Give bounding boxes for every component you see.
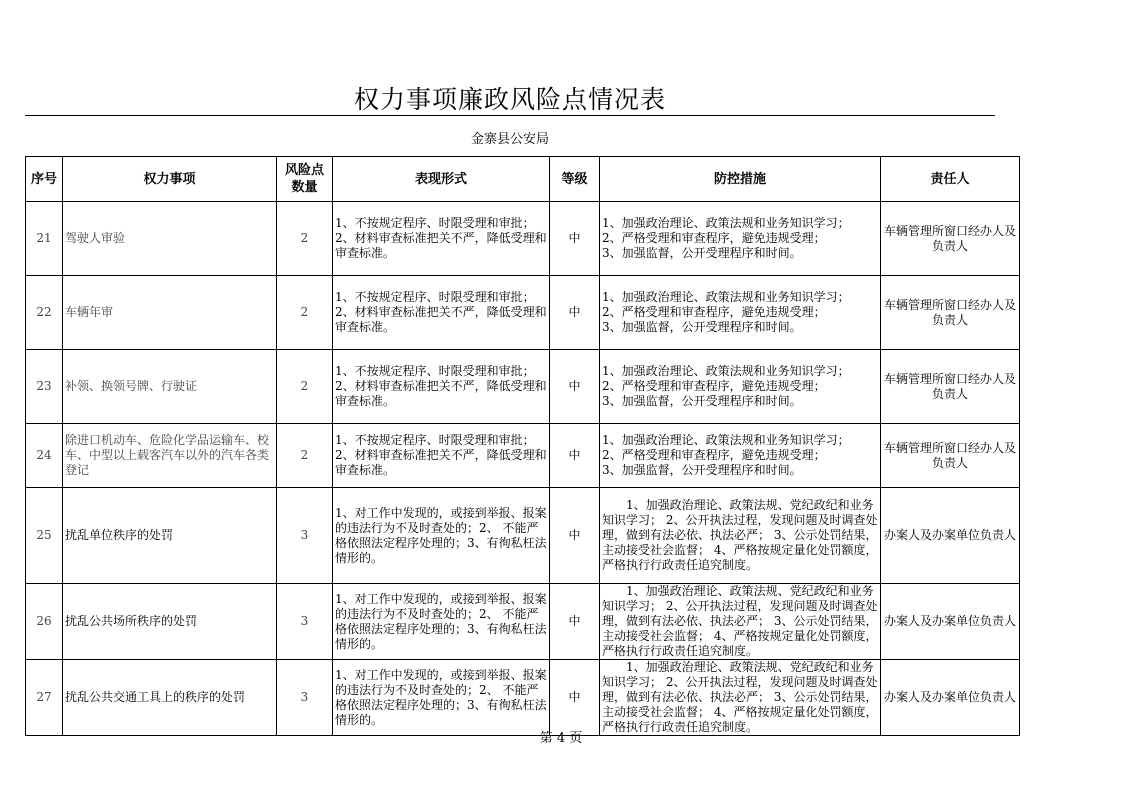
cell-form: 1、对工作中发现的，或接到举报、报案的违法行为不及时查处的；2、 不能严格依照法定程序处理的；3、有徇私枉法情形的。 (333, 660, 550, 736)
cell-form: 1、不按规定程序、时限受理和审批；2、材料审查标准把关不严，降低受理和审查标准。 (333, 202, 550, 276)
cell-no: 27 (26, 660, 63, 736)
cell-count: 2 (277, 424, 333, 488)
header-no: 序号 (26, 157, 63, 202)
cell-level: 中 (550, 488, 600, 584)
table-row (26, 584, 1020, 660)
header-count: 风险点 数量 (277, 157, 333, 202)
cell-item: 扰乱公共交通工具上的秩序的处罚 (63, 660, 277, 736)
cell-form: 1、不按规定程序、时限受理和审批；2、材料审查标准把关不严，降低受理和审查标准。 (333, 424, 550, 488)
cell-no: 25 (26, 488, 63, 584)
cell-level: 中 (550, 202, 600, 276)
page-subtitle: 金寨县公安局 (470, 132, 549, 147)
cell-level: 中 (550, 350, 600, 424)
risk-table (25, 156, 1020, 736)
cell-measures: 1、加强政治理论、政策法规、党纪政纪和业务知识学习； 2、公开执法过程，发现问题及时调查处理，做到有法必依、执法必严； 3、公示处罚结果，主动接受社会监督； 4、严格按规定量化处罚额度，严格执行行政责任追究制度。 (600, 660, 881, 736)
cell-level: 中 (550, 584, 600, 660)
cell-measures: 1、加强政治理论、政策法规、党纪政纪和业务知识学习； 2、公开执法过程，发现问题及时调查处理，做到有法必依、执法必严； 3、公示处罚结果，主动接受社会监督； 4、严格按规定量化处罚额度，严格执行行政责任追究制度。 (600, 488, 881, 584)
cell-form: 1、不按规定程序、时限受理和审批；2、材料审查标准把关不严，降低受理和审查标准。 (333, 350, 550, 424)
cell-person: 办案人及办案单位负责人 (881, 660, 1020, 736)
cell-person: 办案人及办案单位负责人 (881, 584, 1020, 660)
cell-count: 2 (277, 276, 333, 350)
table-row (26, 350, 1020, 424)
cell-person: 办案人及办案单位负责人 (881, 488, 1020, 584)
page-number: 第 4 页 (539, 731, 583, 746)
cell-form: 1、对工作中发现的，或接到举报、报案的违法行为不及时查处的；2、 不能严格依照法定程序处理的；3、有徇私枉法情形的。 (333, 488, 550, 584)
cell-measures: 1、加强政治理论、政策法规和业务知识学习； 2、严格受理和审查程序，避免违规受理； 3、加强监督，公开受理程序和时间。 (600, 424, 881, 488)
cell-form: 1、不按规定程序、时限受理和审批；2、材料审查标准把关不严，降低受理和审查标准。 (333, 276, 550, 350)
cell-level: 中 (550, 660, 600, 736)
cell-no: 21 (26, 202, 63, 276)
table-row (26, 424, 1020, 488)
cell-no: 23 (26, 350, 63, 424)
cell-item: 扰乱单位秩序的处罚 (63, 488, 277, 584)
cell-person: 车辆管理所窗口经办人及负责人 (881, 202, 1020, 276)
header-form: 表现形式 (333, 157, 550, 202)
cell-level: 中 (550, 424, 600, 488)
cell-count: 3 (277, 660, 333, 736)
cell-form: 1、对工作中发现的，或接到举报、报案的违法行为不及时查处的；2、 不能严格依照法定程序处理的；3、有徇私枉法情形的。 (333, 584, 550, 660)
table-row (26, 488, 1020, 584)
cell-person: 车辆管理所窗口经办人及负责人 (881, 350, 1020, 424)
cell-item: 驾驶人审验 (63, 202, 277, 276)
table-row (26, 202, 1020, 276)
header-person: 责任人 (881, 157, 1020, 202)
header-level: 等级 (550, 157, 600, 202)
cell-item: 除进口机动车、危险化学品运输车、校车、中型以上载客汽车以外的汽车各类登记 (63, 424, 277, 488)
table-header-row (26, 157, 1020, 202)
cell-item: 扰乱公共场所秩序的处罚 (63, 584, 277, 660)
table-row (26, 276, 1020, 350)
page-title: 权力事项廉政风险点情况表 (353, 85, 666, 114)
header-item: 权力事项 (63, 157, 277, 202)
cell-count: 2 (277, 350, 333, 424)
cell-measures: 1、加强政治理论、政策法规和业务知识学习； 2、严格受理和审查程序，避免违规受理； 3、加强监督，公开受理程序和时间。 (600, 276, 881, 350)
cell-item: 补领、换领号牌、行驶证 (63, 350, 277, 424)
table-row (26, 660, 1020, 736)
cell-no: 24 (26, 424, 63, 488)
cell-level: 中 (550, 276, 600, 350)
title-divider (25, 115, 995, 116)
cell-no: 26 (26, 584, 63, 660)
cell-measures: 1、加强政治理论、政策法规和业务知识学习； 2、严格受理和审查程序，避免违规受理； 3、加强监督，公开受理程序和时间。 (600, 202, 881, 276)
cell-person: 车辆管理所窗口经办人及负责人 (881, 276, 1020, 350)
cell-count: 3 (277, 488, 333, 584)
cell-no: 22 (26, 276, 63, 350)
cell-measures: 1、加强政治理论、政策法规和业务知识学习； 2、严格受理和审查程序，避免违规受理； 3、加强监督，公开受理程序和时间。 (600, 350, 881, 424)
cell-measures: 1、加强政治理论、政策法规、党纪政纪和业务知识学习； 2、公开执法过程，发现问题及时调查处理，做到有法必依、执法必严； 3、公示处罚结果，主动接受社会监督； 4、严格按规定量化处罚额度，严格执行行政责任追究制度。 (600, 584, 881, 660)
header-measures: 防控措施 (600, 157, 881, 202)
cell-person: 车辆管理所窗口经办人及负责人 (881, 424, 1020, 488)
cell-item: 车辆年审 (63, 276, 277, 350)
cell-count: 2 (277, 202, 333, 276)
cell-count: 3 (277, 584, 333, 660)
